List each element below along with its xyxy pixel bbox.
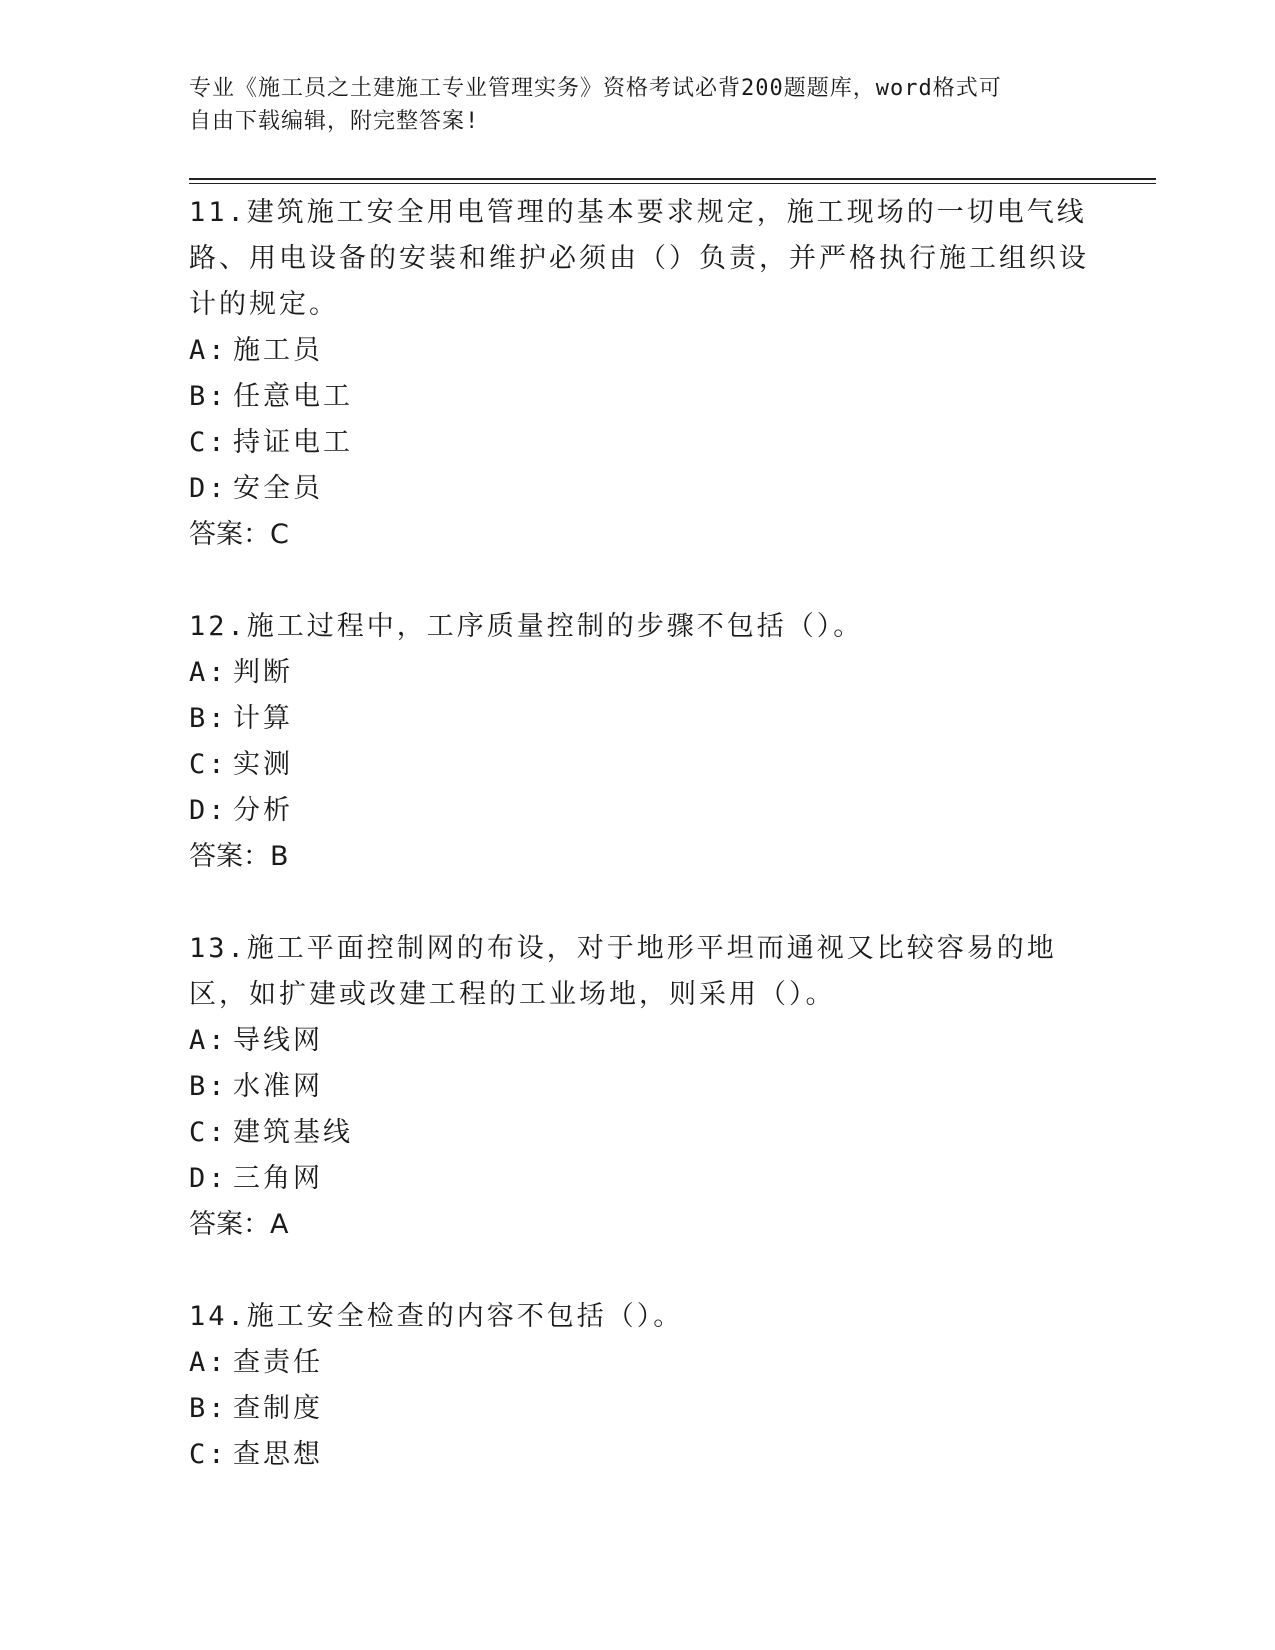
question-14 [189, 1294, 1089, 1478]
option-c [189, 420, 1089, 466]
option-text: 三角网 [233, 1163, 323, 1194]
option-d [189, 466, 1089, 512]
option-text: 计算 [233, 703, 293, 734]
option-letter: D: [189, 795, 228, 826]
option-d [189, 1156, 1089, 1202]
option-letter: B: [189, 703, 228, 734]
question-12 [189, 604, 1089, 880]
option-text: 导线网 [233, 1025, 323, 1056]
question-stem: 11.建筑施工安全用电管理的基本要求规定，施工现场的一切电气线路、用电设备的安装和维护必须由（）负责，并严格执行施工组织设计的规定。 [189, 197, 1089, 320]
option-text: 持证电工 [233, 427, 353, 458]
option-letter: B: [189, 1393, 228, 1424]
option-text: 查责任 [233, 1347, 323, 1378]
option-text: 建筑基线 [233, 1117, 353, 1148]
option-letter: D: [189, 473, 228, 504]
header-title-line-2: 自由下载编辑，附完整答案! [189, 109, 480, 134]
option-b [189, 696, 1089, 742]
option-letter: B: [189, 1071, 228, 1102]
question-stem: 14.施工安全检查的内容不包括（）。 [189, 1301, 684, 1332]
answer-line: 答案：B [189, 841, 289, 872]
option-a [189, 1340, 1089, 1386]
question-stem: 12.施工过程中，工序质量控制的步骤不包括（）。 [189, 611, 864, 642]
option-letter: C: [189, 427, 228, 458]
option-letter: B: [189, 381, 228, 412]
option-text: 分析 [233, 795, 293, 826]
option-text: 判断 [233, 657, 293, 688]
header-divider-thick [189, 178, 1156, 180]
option-a [189, 650, 1089, 696]
option-letter: D: [189, 1163, 228, 1194]
option-text: 安全员 [233, 473, 323, 504]
option-c [189, 742, 1089, 788]
option-text: 施工员 [233, 335, 323, 366]
option-a [189, 1018, 1089, 1064]
option-letter: A: [189, 1347, 228, 1378]
question-list [189, 190, 1089, 1524]
option-letter: A: [189, 335, 228, 366]
option-text: 查思想 [233, 1439, 323, 1470]
option-letter: C: [189, 1439, 228, 1470]
option-letter: C: [189, 749, 228, 780]
question-13 [189, 926, 1089, 1248]
option-letter: A: [189, 1025, 228, 1056]
answer-line: 答案：C [189, 519, 289, 550]
option-text: 水准网 [233, 1071, 323, 1102]
option-a [189, 328, 1089, 374]
option-text: 查制度 [233, 1393, 323, 1424]
option-d [189, 788, 1089, 834]
question-stem: 13.施工平面控制网的布设，对于地形平坦而通视又比较容易的地区，如扩建或改建工程的工业场地，则采用（）。 [189, 933, 1057, 1010]
question-11 [189, 190, 1089, 558]
answer-line: 答案：A [189, 1209, 289, 1240]
option-b [189, 1064, 1089, 1110]
option-text: 任意电工 [233, 381, 353, 412]
option-b [189, 1386, 1089, 1432]
option-letter: A: [189, 657, 228, 688]
option-c [189, 1432, 1089, 1478]
option-c [189, 1110, 1089, 1156]
option-letter: C: [189, 1117, 228, 1148]
document-header [189, 72, 1089, 138]
header-title-line-1: 专业《施工员之土建施工专业管理实务》资格考试必背200题题库，word格式可 [189, 76, 1002, 101]
option-b [189, 374, 1089, 420]
option-text: 实测 [233, 749, 293, 780]
header-divider-thin [189, 183, 1156, 184]
